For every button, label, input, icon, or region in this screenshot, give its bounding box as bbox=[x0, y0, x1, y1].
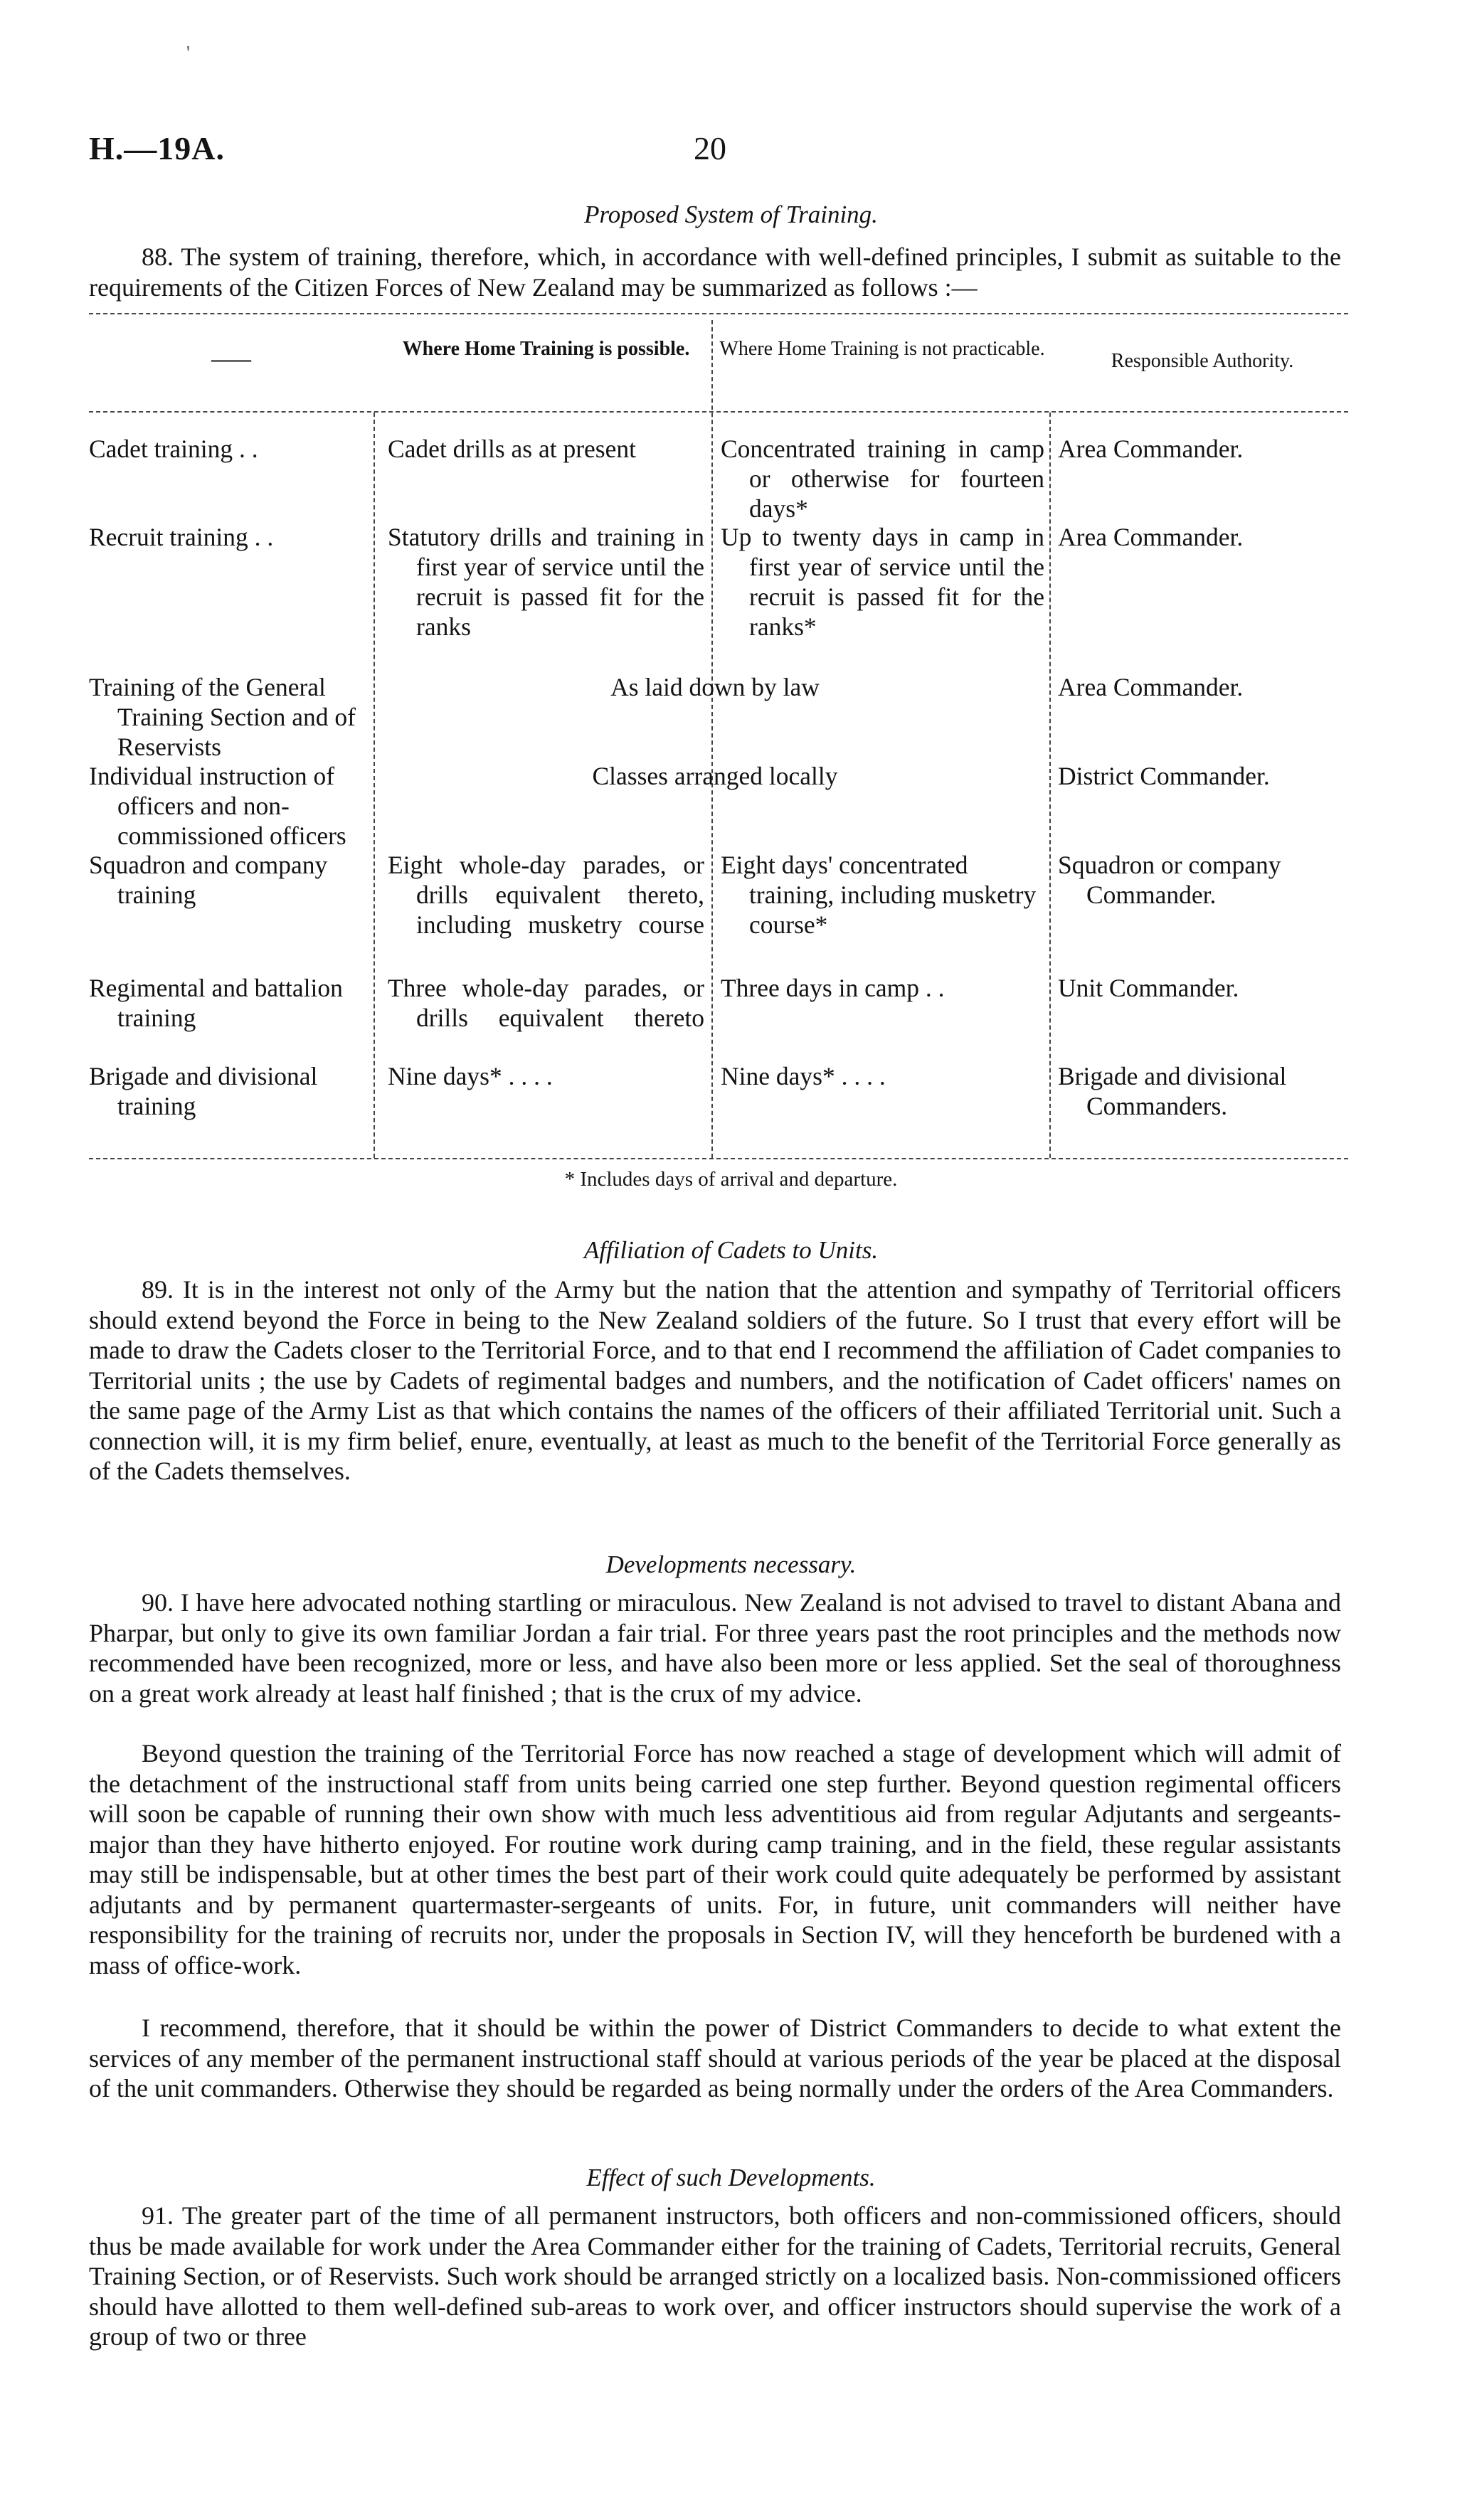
section-heading-developments: Developments necessary. bbox=[605, 1551, 857, 1578]
header-responsible-authority: Responsible Authority. bbox=[1111, 350, 1294, 372]
stray-mark: ' bbox=[186, 43, 191, 65]
document-reference: H.—19A. bbox=[89, 130, 225, 166]
row-authority-general-training: Area Commander. bbox=[1058, 673, 1244, 701]
row-label-recruit: Recruit training . . bbox=[89, 523, 274, 551]
row-label-general-training: Training of the General Training Section and of Reservists bbox=[89, 673, 356, 761]
paragraph-90a bbox=[89, 1588, 1341, 1708]
row-not-home-cadet: Concentrated training in camp or otherwise for fourteen days* bbox=[721, 435, 1044, 523]
table-header-rule bbox=[89, 411, 1348, 413]
training-table bbox=[89, 313, 1348, 1174]
row-authority-regimental: Unit Commander. bbox=[1058, 974, 1239, 1002]
row-label-squadron: Squadron and company training bbox=[89, 851, 328, 909]
section-heading-affiliation: Affiliation of Cadets to Units. bbox=[583, 1236, 879, 1264]
row-authority-cadet: Area Commander. bbox=[1058, 435, 1244, 463]
row-authority-recruit: Area Commander. bbox=[1058, 523, 1244, 551]
page-number: 20 bbox=[694, 130, 726, 166]
row-label-individual-instruction: Individual instruction of officers and non-commissioned officers bbox=[89, 762, 346, 850]
row-span-individual-instruction: Classes arranged locally bbox=[592, 762, 838, 790]
section-heading-training-system: Proposed System of Training. bbox=[584, 201, 878, 228]
row-home-brigade: Nine days* . . . . bbox=[388, 1062, 553, 1090]
table-top-rule bbox=[89, 313, 1348, 314]
table-footnote: * Includes days of arrival and departure. bbox=[564, 1168, 898, 1191]
paragraph-89-text: 89. It is in the interest not only of the Army but the nation that the attention and sympathy of Territorial officers should extend beyond the Force in being to the New Zealand soldiers of the future. So I trust that every effort will be made to draw the Cadets closer to the Territorial Force, and to that end I recommend the affiliation of Cadet companies to Territorial units ; the use by Cadets of regimental badges and numbers, and the notification of Cadet officers' names on the same page of the Army List as that which contains the names of the officers of their affiliated Territorial unit. Such a connection will, it is my firm belief, enure, eventually, at least as much to the benefit of the Territorial Force generally as of the Cadets themselves. bbox=[89, 1275, 1341, 1485]
paragraph-90a-text: 90. I have here advocated nothing startling or miraculous. New Zealand is not advised to travel to distant Abana and Pharpar, but only to give its own familiar Jordan a fair trial. For three years past the root principles and the methods now recommended have been recognized, more or less, and have also been more or less applied. Set the seal of thoroughness on a great work already at least half finished ; that is the crux of my advice. bbox=[89, 1588, 1341, 1708]
row-not-home-squadron: Eight days' concentrated training, including musketry course* bbox=[721, 851, 1037, 939]
paragraph-90b-text: Beyond question the training of the Territorial Force has now reached a stage of development which will admit of the detachment of the instructional staff from units being carried one step further. Beyond question regimental officers will soon be capable of running their own show with much less adventitious aid from regular Adjutants and sergeants-major than they have hitherto enjoyed. For routine work during camp training, and in the field, these regular assistants may still be indispensable, but at other times the best part of their work could quite adequately be performed by assistant adjutants and by permanent quartermaster-sergeants of units. For, in future, unit commanders will neither have responsibility for the training of recruits nor, under the proposals in Section IV, will they henceforth be burdened with a mass of office-work. bbox=[89, 1739, 1341, 1979]
section-heading-effect: Effect of such Developments. bbox=[586, 2164, 876, 2191]
header-home-training: Where Home Training is possible. bbox=[402, 338, 690, 360]
paragraph-90b bbox=[89, 1738, 1341, 1980]
column-rule-1 bbox=[374, 413, 375, 1158]
paragraph-90c-text: I recommend, therefore, that it should be within the power of District Commanders to decide to what extent the services of any member of the permanent instructional staff should at various periods of the year be placed at the disposal of the unit commanders. Otherwise they should be regarded as being normally under the orders of the Area Commanders. bbox=[89, 2014, 1341, 2102]
row-span-general-training: As laid down by law bbox=[610, 673, 820, 701]
row-home-recruit: Statutory drills and training in first year of service until the recruit is passed fit for the ranks bbox=[388, 523, 704, 641]
header-blank: —— bbox=[211, 349, 251, 371]
row-not-home-brigade: Nine days* . . . . bbox=[721, 1062, 886, 1090]
row-not-home-recruit: Up to twenty days in camp in first year of service until the recruit is passed fit for the ranks* bbox=[721, 523, 1044, 641]
paragraph-88 bbox=[89, 242, 1341, 302]
paragraph-89 bbox=[89, 1275, 1341, 1487]
paragraph-88-text: 88. The system of training, therefore, which, in accordance with well-defined principles, I submit as suitable to the requirements of the Citizen Forces of New Zealand may be summarized as follows :— bbox=[89, 243, 1341, 302]
paragraph-91-text: 91. The greater part of the time of all permanent instructors, both officers and non-commissioned officers, should thus be made available for work under the Area Commander either for the training of Cadets, Territorial recruits, General Training Section, or of Reservists. Such work should be arranged strictly on a localized basis. Non-commissioned officers should have allotted to them well-defined sub-areas to work over, and officer instructors should supervise the work of a group of two or three bbox=[89, 2201, 1341, 2351]
column-rule-3 bbox=[1049, 413, 1051, 1158]
paragraph-90c bbox=[89, 2013, 1341, 2104]
row-label-brigade: Brigade and divisional training bbox=[89, 1062, 318, 1120]
row-authority-squadron: Squadron or company Commander. bbox=[1058, 851, 1281, 909]
row-label-cadet: Cadet training . . bbox=[89, 435, 258, 463]
header-not-practicable: Where Home Training is not practicable. bbox=[719, 338, 1045, 360]
row-not-home-regimental: Three days in camp . . bbox=[721, 974, 945, 1002]
paragraph-91 bbox=[89, 2201, 1341, 2352]
row-home-cadet: Cadet drills as at present bbox=[388, 435, 636, 463]
row-label-regimental: Regimental and battalion training bbox=[89, 974, 343, 1032]
table-bottom-rule bbox=[89, 1158, 1348, 1159]
column-rule-2 bbox=[711, 320, 713, 1158]
row-authority-individual-instruction: District Commander. bbox=[1058, 762, 1270, 790]
row-authority-brigade: Brigade and divisional Commanders. bbox=[1058, 1062, 1287, 1120]
row-home-regimental: Three whole-day parades, or drills equivalent thereto bbox=[388, 974, 704, 1032]
row-home-squadron: Eight whole-day parades, or drills equivalent thereto, including musketry course bbox=[388, 851, 704, 939]
